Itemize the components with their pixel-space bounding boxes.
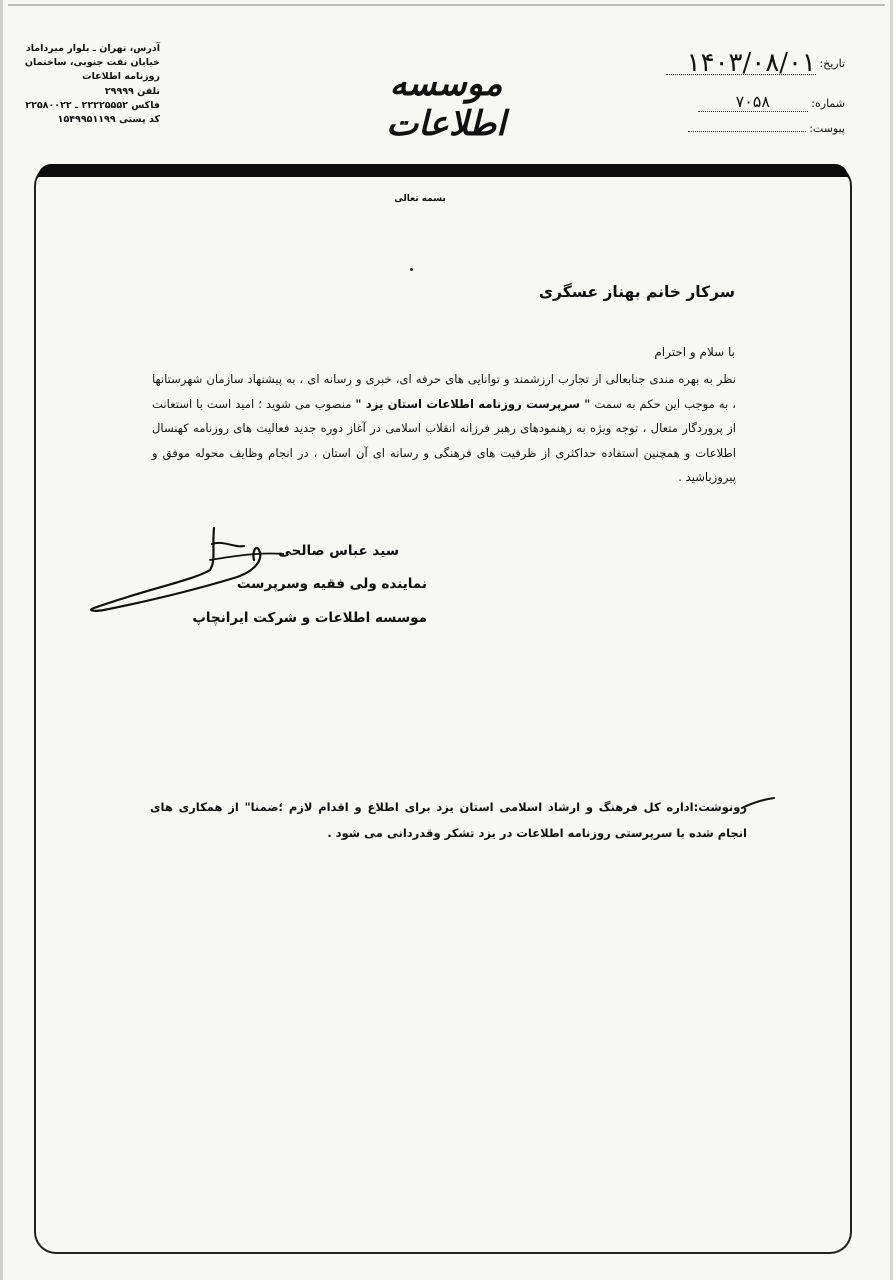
attachment-field xyxy=(688,122,845,135)
bismillah-heading: بسمه تعالی xyxy=(394,194,446,204)
date-value: ۱۴۰۳/۰۸/۰۱ xyxy=(686,48,816,78)
greeting: با سلام و احترام xyxy=(654,345,735,359)
handwritten-signature xyxy=(84,520,284,620)
number-line xyxy=(698,92,808,112)
addressee: سرکار خانم بهناز عسگری xyxy=(538,283,735,301)
body-text-part1: نظر به بهره مندی جنابعالی از تجارب ارزشمند و توانایی های حرفه ای، خبری و رسانه ای ، به پیشنهاد سازمان شهرستانها ، به موجب این حکم به سمت xyxy=(152,372,736,411)
signatory-name: سید عباس صالحی xyxy=(278,543,399,559)
date-field xyxy=(666,44,845,78)
body-text-part2: منصوب می شوید ؛ امید است با استعانت از پروردگار متعال ، توجه ویژه به رهنمودهای رهبر فرزانه انقلاب اسلامی در آغاز دوره جدید فعالیت های روزنامه کهنسال اطلاعات و همچنین استفاده حداکثری از ظرفیت های فرهنگی و رسانه ای آن استان ، در انجام وظایف محوله موفق و پیروزباشید . xyxy=(152,396,736,485)
number-label: شماره: xyxy=(811,97,845,110)
body-position-title: " سرپرست روزنامه اطلاعات استان یزد " xyxy=(355,396,591,411)
date-label: تاریخ: xyxy=(819,57,845,70)
signatory-title: نماینده ولی فقیه وسرپرست xyxy=(236,576,427,592)
phone-line: تلفن ۲۹۹۹۹ xyxy=(104,85,160,97)
attachment-line xyxy=(688,131,806,132)
frame-top-bar xyxy=(38,164,848,177)
postal-code-line: کد پستی ۱۵۴۹۹۵۱۱۹۹ xyxy=(57,114,160,126)
number-value: ۷۰۵۸ xyxy=(735,92,770,111)
institution-logo: موسسه اطلاعات xyxy=(386,64,506,144)
letter-frame xyxy=(34,164,852,1254)
carbon-copy-note: رونوشت:اداره کل فرهنگ و ارشاد اسلامی استان یزد برای اطلاع و اقدام لازم ؛ضمنا" از همکاری های انجام شده با سرپرستی روزنامه اطلاعات در یزد تشکر وقدردانی می شود . xyxy=(150,800,747,840)
address-line: خیابان نفت جنوبی، ساختمان xyxy=(24,57,160,69)
address-line: آدرس، تهران ـ بلوار میرداماد xyxy=(25,43,160,54)
letter-body xyxy=(152,367,736,490)
date-line xyxy=(666,44,816,78)
fax-line: فاکس ۲۲۲۲۵۵۵۲ ـ ۲۲۵۸۰۰۲۲ xyxy=(25,99,160,111)
ink-speck xyxy=(410,268,413,271)
number-field xyxy=(698,92,845,112)
top-edge-line xyxy=(8,4,885,6)
address-block xyxy=(24,42,160,127)
signatory-organization: موسسه اطلاعات و شرکت ایرانچاپ xyxy=(192,610,427,626)
attachment-label: پیوست: xyxy=(809,122,845,135)
address-line: روزنامه اطلاعات xyxy=(82,71,160,83)
